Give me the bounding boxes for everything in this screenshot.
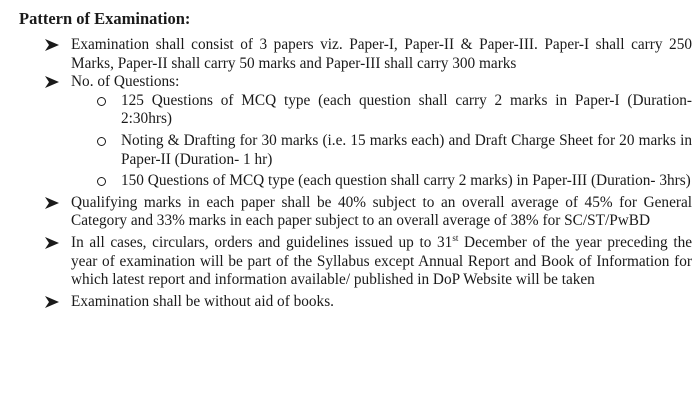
arrowhead-bullet-icon [44,73,60,91]
bullet-text-end: December of the year preceding the year of examination will be part of the Syllabus except Annual Report and Book of Information for which latest report and information available/ published in DoP Website will be taken [71,233,693,289]
hollow-circle-bullet-icon [97,177,106,186]
sub-bullet-text: 150 Questions of MCQ type (each question shall carry 2 marks) in Paper-III (Duration- 3hrs) [121,172,691,190]
sub-bullet-text: 125 Questions of MCQ type (each question shall carry 2 marks in Paper-I (Duration- 2:30hrs) [121,91,692,128]
bullet-text: Examination shall be without aid of books. [71,292,334,310]
hollow-circle-bullet-icon [97,97,106,106]
ordinal-suffix: st [452,232,459,243]
bullet-item-qualifying-marks [19,194,692,231]
bullet-item-no-books [19,293,692,312]
bullet-item-papers [19,36,692,73]
bullet-text: Qualifying marks in each paper shall be 40% subject to an overall average of 45% for General Category and 33% marks in each paper subject to an overall average of 38% for SC/ST/PwBD [71,193,692,230]
bullet-text: No. of Questions: [71,73,180,91]
sub-bullet-text: Noting & Drafting for 30 marks (i.e. 15 marks each) and Draft Charge Sheet for 20 marks in Paper-II (Duration- 1 hr) [121,131,692,168]
sub-bullet-item-paper-1 [19,92,692,129]
arrowhead-bullet-icon [44,293,60,311]
bullet-item-syllabus-scope [19,234,692,290]
arrowhead-bullet-icon [44,234,60,252]
arrowhead-bullet-icon [44,36,60,54]
section-heading: Pattern of Examination: [19,9,191,28]
arrowhead-bullet-icon [44,194,60,212]
sub-bullet-item-paper-3 [19,172,692,191]
sub-bullet-item-paper-2 [19,132,692,169]
bullet-text: Examination shall consist of 3 papers viz. Paper-I, Paper-II & Paper-III. Paper-I shall carry 250 Marks, Paper-II shall carry 50 marks and Paper-III shall carry 300 marks [71,36,692,72]
bullet-item-questions [19,73,692,92]
hollow-circle-bullet-icon [97,137,106,146]
bullet-text-start: In all cases, circulars, orders and guidelines issued up to 31 [71,233,453,251]
